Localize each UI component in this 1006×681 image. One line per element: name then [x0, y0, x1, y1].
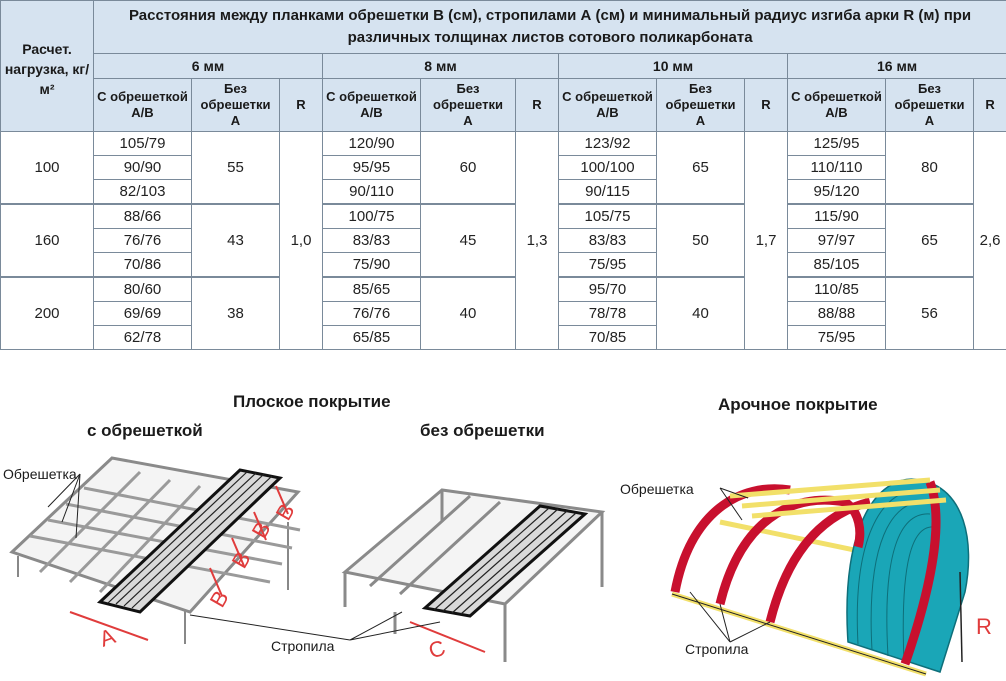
- ab-value-cell: 75/95: [559, 253, 657, 278]
- sub-header-row: [1, 79, 1006, 132]
- sub-header-with-lathing-label: С обрешеткой: [562, 89, 653, 104]
- ab-value-cell: 115/90: [788, 204, 886, 229]
- a-value-cell: 55: [192, 132, 280, 205]
- a-value-cell: 65: [657, 132, 745, 205]
- a-value-cell: 56: [886, 277, 974, 350]
- sub-header-without-lathing-unit: A: [463, 113, 473, 128]
- ab-value-cell: 82/103: [94, 180, 192, 205]
- sub-header-without-lathing-label: Без обрешетки: [200, 81, 271, 112]
- dimension-marker-c: [410, 622, 485, 652]
- ab-value-cell: 90/110: [323, 180, 421, 205]
- sub-header-without-lathing: [192, 79, 280, 132]
- spec-table-body: [1, 132, 1006, 350]
- ab-value-cell: 62/78: [94, 326, 192, 350]
- ab-value-cell: 105/79: [94, 132, 192, 156]
- sub-header-with-lathing: [559, 79, 657, 132]
- ab-value-cell: 70/85: [559, 326, 657, 350]
- sub-header-with-lathing-label: С обрешеткой: [791, 89, 882, 104]
- dim-b-label-4: B: [270, 499, 300, 525]
- a-value-cell: 80: [886, 132, 974, 205]
- dim-b-label-3: B: [246, 517, 276, 543]
- radius-value-cell: 1,7: [745, 132, 788, 350]
- sub-header-without-lathing: [657, 79, 745, 132]
- thickness-header: 10 мм: [559, 54, 788, 79]
- dim-c-label: C: [425, 634, 449, 664]
- table-title: Расстояния между планками обрешетки В (см), стропилами А (см) и минимальный радиус изгиба арки R (м) при различных толщинах листов сотового поликарбоната: [94, 1, 1006, 54]
- caption-with-lathing: с обрешеткой: [87, 421, 203, 440]
- load-value-cell: 100: [1, 132, 94, 205]
- ab-value-cell: 80/60: [94, 277, 192, 302]
- sub-header-with-lathing: [788, 79, 886, 132]
- thickness-header-row: [1, 54, 1006, 79]
- sub-header-radius: R: [516, 79, 559, 132]
- ab-value-cell: 90/90: [94, 156, 192, 180]
- ab-value-cell: 125/95: [788, 132, 886, 156]
- a-value-cell: 40: [421, 277, 516, 350]
- dim-r-label: R: [976, 614, 992, 639]
- ab-value-cell: 85/65: [323, 277, 421, 302]
- ab-value-cell: 83/83: [323, 229, 421, 253]
- a-value-cell: 38: [192, 277, 280, 350]
- caption-arched: Арочное покрытие: [718, 395, 878, 414]
- ab-value-cell: 76/76: [323, 302, 421, 326]
- ab-value-cell: 100/75: [323, 204, 421, 229]
- ab-value-cell: 70/86: [94, 253, 192, 278]
- ab-value-cell: 88/88: [788, 302, 886, 326]
- flat-roof-with-lathing-drawing: [12, 458, 300, 644]
- sub-header-radius: R: [280, 79, 323, 132]
- ab-value-cell: 76/76: [94, 229, 192, 253]
- ab-value-cell: 85/105: [788, 253, 886, 278]
- ab-value-cell: 90/115: [559, 180, 657, 205]
- radius-value-cell: 1,0: [280, 132, 323, 350]
- ab-value-cell: 88/66: [94, 204, 192, 229]
- sub-header-radius: R: [745, 79, 788, 132]
- a-value-cell: 60: [421, 132, 516, 205]
- sub-header-without-lathing-label: Без обрешетки: [433, 81, 503, 112]
- thickness-header: 6 мм: [94, 54, 323, 79]
- flat-roof-without-lathing-drawing: [345, 490, 602, 662]
- ab-value-cell: 110/85: [788, 277, 886, 302]
- table-row: [1, 204, 1006, 229]
- ab-value-cell: 95/95: [323, 156, 421, 180]
- a-value-cell: 50: [657, 204, 745, 277]
- ab-value-cell: 123/92: [559, 132, 657, 156]
- label-lathing-right: Обрешетка: [620, 481, 694, 497]
- roof-drawings: [0, 372, 1006, 681]
- ab-value-cell: 95/70: [559, 277, 657, 302]
- sub-header-with-lathing: [94, 79, 192, 132]
- ab-value-cell: 69/69: [94, 302, 192, 326]
- thickness-header: 16 мм: [788, 54, 1006, 79]
- dim-b-label-2: B: [226, 547, 256, 573]
- sub-header-without-lathing-unit: A: [230, 113, 241, 128]
- sub-header-with-lathing-label: С обрешеткой: [97, 89, 188, 104]
- ab-value-cell: 65/85: [323, 326, 421, 350]
- sub-header-without-lathing: [421, 79, 516, 132]
- load-column-header: Расчет. нагрузка, кг/м²: [1, 1, 94, 132]
- radius-value-cell: 2,6: [974, 132, 1006, 350]
- caption-without-lathing: без обрешетки: [420, 421, 545, 440]
- ab-value-cell: 95/120: [788, 180, 886, 205]
- sub-header-with-lathing-label: С обрешеткой: [326, 89, 417, 104]
- dim-b-label-1: B: [204, 586, 234, 612]
- sub-header-without-lathing-unit: A: [695, 113, 706, 128]
- sub-header-with-lathing: [323, 79, 421, 132]
- load-value-cell: 160: [1, 204, 94, 277]
- sub-header-with-lathing-unit: A/B: [596, 105, 619, 120]
- sub-header-without-lathing-unit: A: [924, 113, 935, 128]
- sub-header-radius: R: [974, 79, 1006, 132]
- ab-value-cell: 105/75: [559, 204, 657, 229]
- caption-flat: Плоское покрытие: [233, 392, 391, 411]
- a-value-cell: 40: [657, 277, 745, 350]
- table-row: [1, 132, 1006, 156]
- sub-header-without-lathing-label: Без обрешетки: [894, 81, 965, 112]
- rafters-leader-lines-middle: [190, 612, 440, 640]
- a-value-cell: 43: [192, 204, 280, 277]
- ab-value-cell: 110/110: [788, 156, 886, 180]
- sub-header-without-lathing: [886, 79, 974, 132]
- load-value-cell: 200: [1, 277, 94, 350]
- ab-value-cell: 75/90: [323, 253, 421, 278]
- ab-value-cell: 78/78: [559, 302, 657, 326]
- a-value-cell: 45: [421, 204, 516, 277]
- label-rafters-middle: Стропила: [271, 638, 335, 654]
- sub-header-without-lathing-label: Без обрешетки: [665, 81, 736, 112]
- a-value-cell: 65: [886, 204, 974, 277]
- ab-value-cell: 83/83: [559, 229, 657, 253]
- thickness-header: 8 мм: [323, 54, 559, 79]
- label-rafters-right: Стропила: [685, 641, 749, 657]
- sub-header-with-lathing-unit: A/B: [360, 105, 383, 120]
- dim-a-label: A: [96, 623, 119, 652]
- ab-value-cell: 75/95: [788, 326, 886, 350]
- ab-value-cell: 97/97: [788, 229, 886, 253]
- table-row: [1, 277, 1006, 302]
- ab-value-cell: 100/100: [559, 156, 657, 180]
- sub-header-with-lathing-unit: A/B: [825, 105, 848, 120]
- radius-value-cell: 1,3: [516, 132, 559, 350]
- label-lathing-left: Обрешетка: [3, 466, 77, 482]
- sub-header-with-lathing-unit: A/B: [131, 105, 154, 120]
- ab-value-cell: 120/90: [323, 132, 421, 156]
